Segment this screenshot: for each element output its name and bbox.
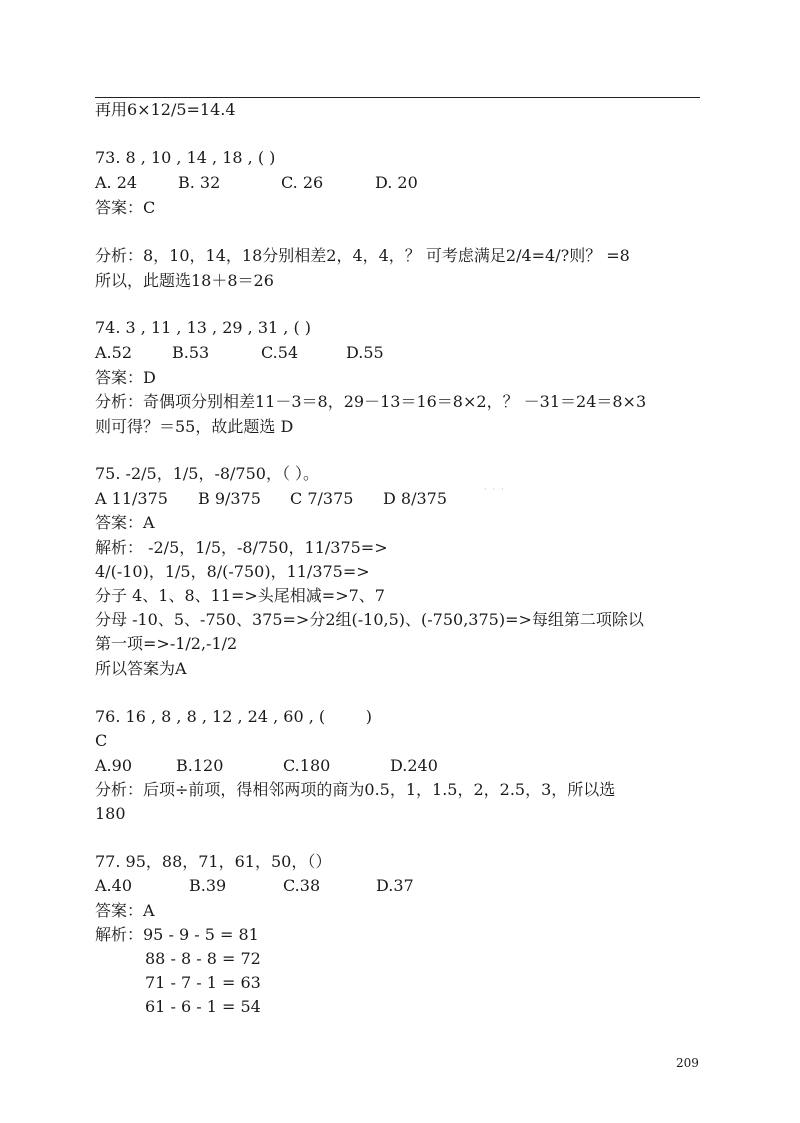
analysis-line: 分析：8，10，14，18分别相差2，4，4，？ 可考虑满足2/4=4/?则？ =8 [95,246,630,265]
header-rule [95,97,700,98]
option-c: C. 26 [281,173,324,192]
scan-artifact: ··· [484,485,510,494]
analysis-line: 解析：95 - 9 - 5 = 81 [95,925,259,944]
question-74-answer: 答案：D [95,368,156,387]
analysis-line: 180 [95,804,126,823]
analysis-line: 所以答案为A [95,659,187,678]
question-73-title: 73. 8 , 10 , 14 , 18 , ( ) [95,148,276,167]
question-74-title: 74. 3 , 11 , 13 , 29 , 31 , ( ) [95,318,312,337]
option-b: B.120 [176,756,224,775]
question-76-title: 76. 16 , 8 , 8 , 12 , 24 , 60 , ( ) [95,707,373,726]
analysis-line: 所以，此题选18＋8＝26 [95,271,274,290]
option-d: D 8/375 [383,489,448,508]
question-76-answer: C [95,731,108,750]
question-77-answer: 答案：A [95,901,155,920]
analysis-line: 第一项=>-1/2,-1/2 [95,634,238,653]
question-73-answer: 答案：C [95,198,156,217]
option-a: A. 24 [95,173,138,192]
option-d: D.55 [346,343,384,362]
analysis-line: 88 - 8 - 8 = 72 [145,949,261,968]
analysis-line: 分析：奇偶项分别相差11－3＝8，29－13＝16＝8×2，？ －31＝24＝8×3 [95,392,647,411]
option-b: B 9/375 [198,489,261,508]
question-75-options [95,489,695,509]
option-c: C 7/375 [290,489,354,508]
question-77-title: 77. 95，88，71，61，50，（） [95,852,332,871]
analysis-line: 4/(-10)，1/5，8/(-750)，11/375=> [95,562,370,581]
question-75-answer: 答案：A [95,513,155,532]
analysis-line: 分子 4、1、8、11=>头尾相减=>7、7 [95,586,385,605]
option-c: C.38 [283,876,321,895]
analysis-line: 61 - 6 - 1 = 54 [145,997,261,1016]
option-b: B.53 [172,343,210,362]
option-d: D.240 [390,756,438,775]
page-number: 209 [676,1056,699,1070]
text-line: 再用6×12/5=14.4 [95,100,236,119]
question-75-title: 75. -2/5，1/5，-8/750，（ ）。 [95,464,320,483]
option-b: B. 32 [178,173,221,192]
option-a: A.90 [95,756,132,775]
option-b: B.39 [189,876,227,895]
analysis-line: 71 - 7 - 1 = 63 [145,973,261,992]
question-74-options [95,343,695,363]
option-c: C.180 [283,756,331,775]
question-77-options [95,876,695,896]
option-c: C.54 [261,343,299,362]
option-a: A 11/375 [95,489,168,508]
analysis-line: 分母 -10、5、-750、375=>分2组(-10,5)、(-750,375)=>每组第二项除以 [95,610,644,629]
option-d: D. 20 [375,173,418,192]
analysis-line: 则可得？＝55，故此题选 D [95,417,294,436]
question-76-options [95,756,695,776]
analysis-line: 分析：后项÷前项，得相邻两项的商为0.5，1，1.5，2，2.5，3，所以选 [95,780,616,799]
option-d: D.37 [376,876,414,895]
option-a: A.52 [95,343,132,362]
question-73-options [95,173,695,193]
analysis-line: 解析： -2/5，1/5，-8/750，11/375=> [95,538,388,557]
option-a: A.40 [95,876,132,895]
